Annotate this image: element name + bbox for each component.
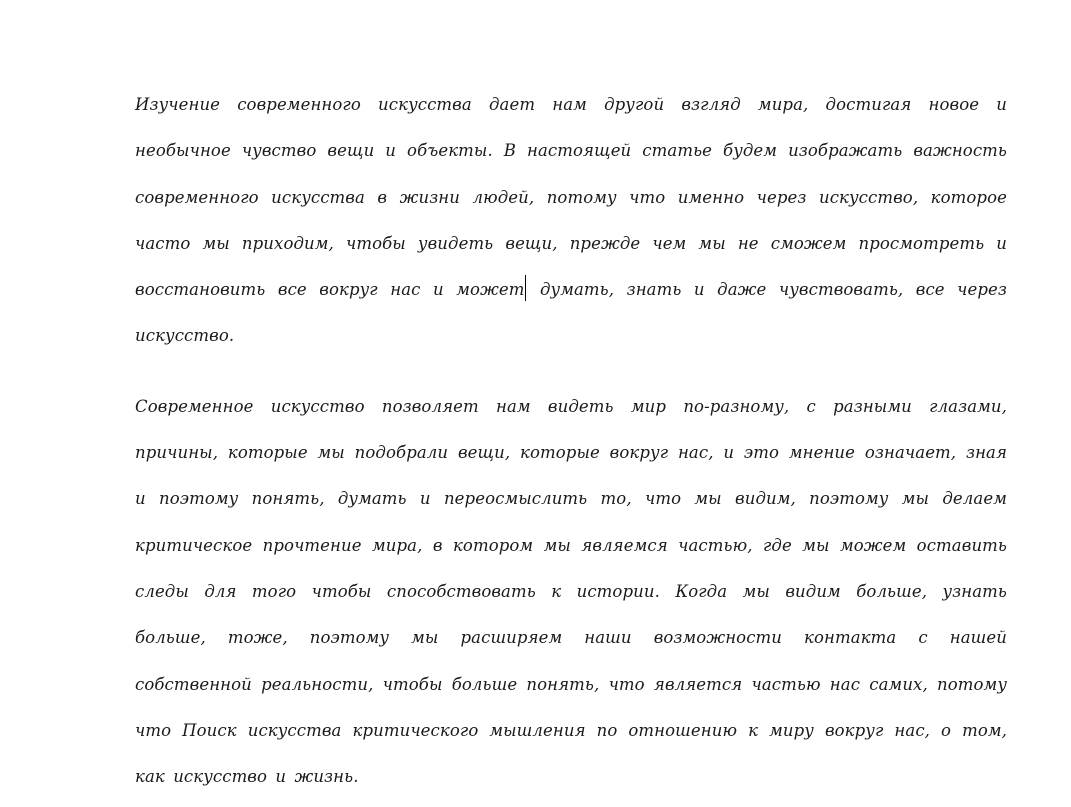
paragraph-1-text: Изучение современного искусства дает нам другой взгляд мира, достигая новое и необычное чувство вещи и объекты. В настоящей статье будем изображать важность современного искусства в жизни людей, потому что именно через искусство, которое часто мы приходим, чтобы увидеть вещи, прежде чем мы не сможем просмотреть и восстановить все вокруг нас и может [135, 95, 1007, 300]
paragraph-2: Современное искусство позволяет нам видеть мир по-разному, с разными глазами, причины, которые мы подобрали вещи, которые вокруг нас, и это мнение означает, зная и поэтому понять, думать и переосмыслить то, что мы видим, поэтому мы делаем критическое прочтение мира, в котором мы являемся частью, где мы можем оставить следы для того чтобы способствовать к истории. Когда мы видим больше, узнать больше, тоже, поэтому мы расширяем наши возможности контакта с нашей собственной реальности, чтобы больше понять, что является частью нас самих, потому что Поиск искусства критического мышления по отношению к миру вокруг нас, о том, как искусство и жизнь. [135, 396, 1007, 787]
document-body[interactable] [135, 82, 1007, 800]
paragraph-1-tail: думать, знать и даже чувствовать, все через искусство. [135, 280, 1007, 346]
paragraph-1 [135, 82, 1007, 360]
text-cursor [525, 275, 526, 301]
